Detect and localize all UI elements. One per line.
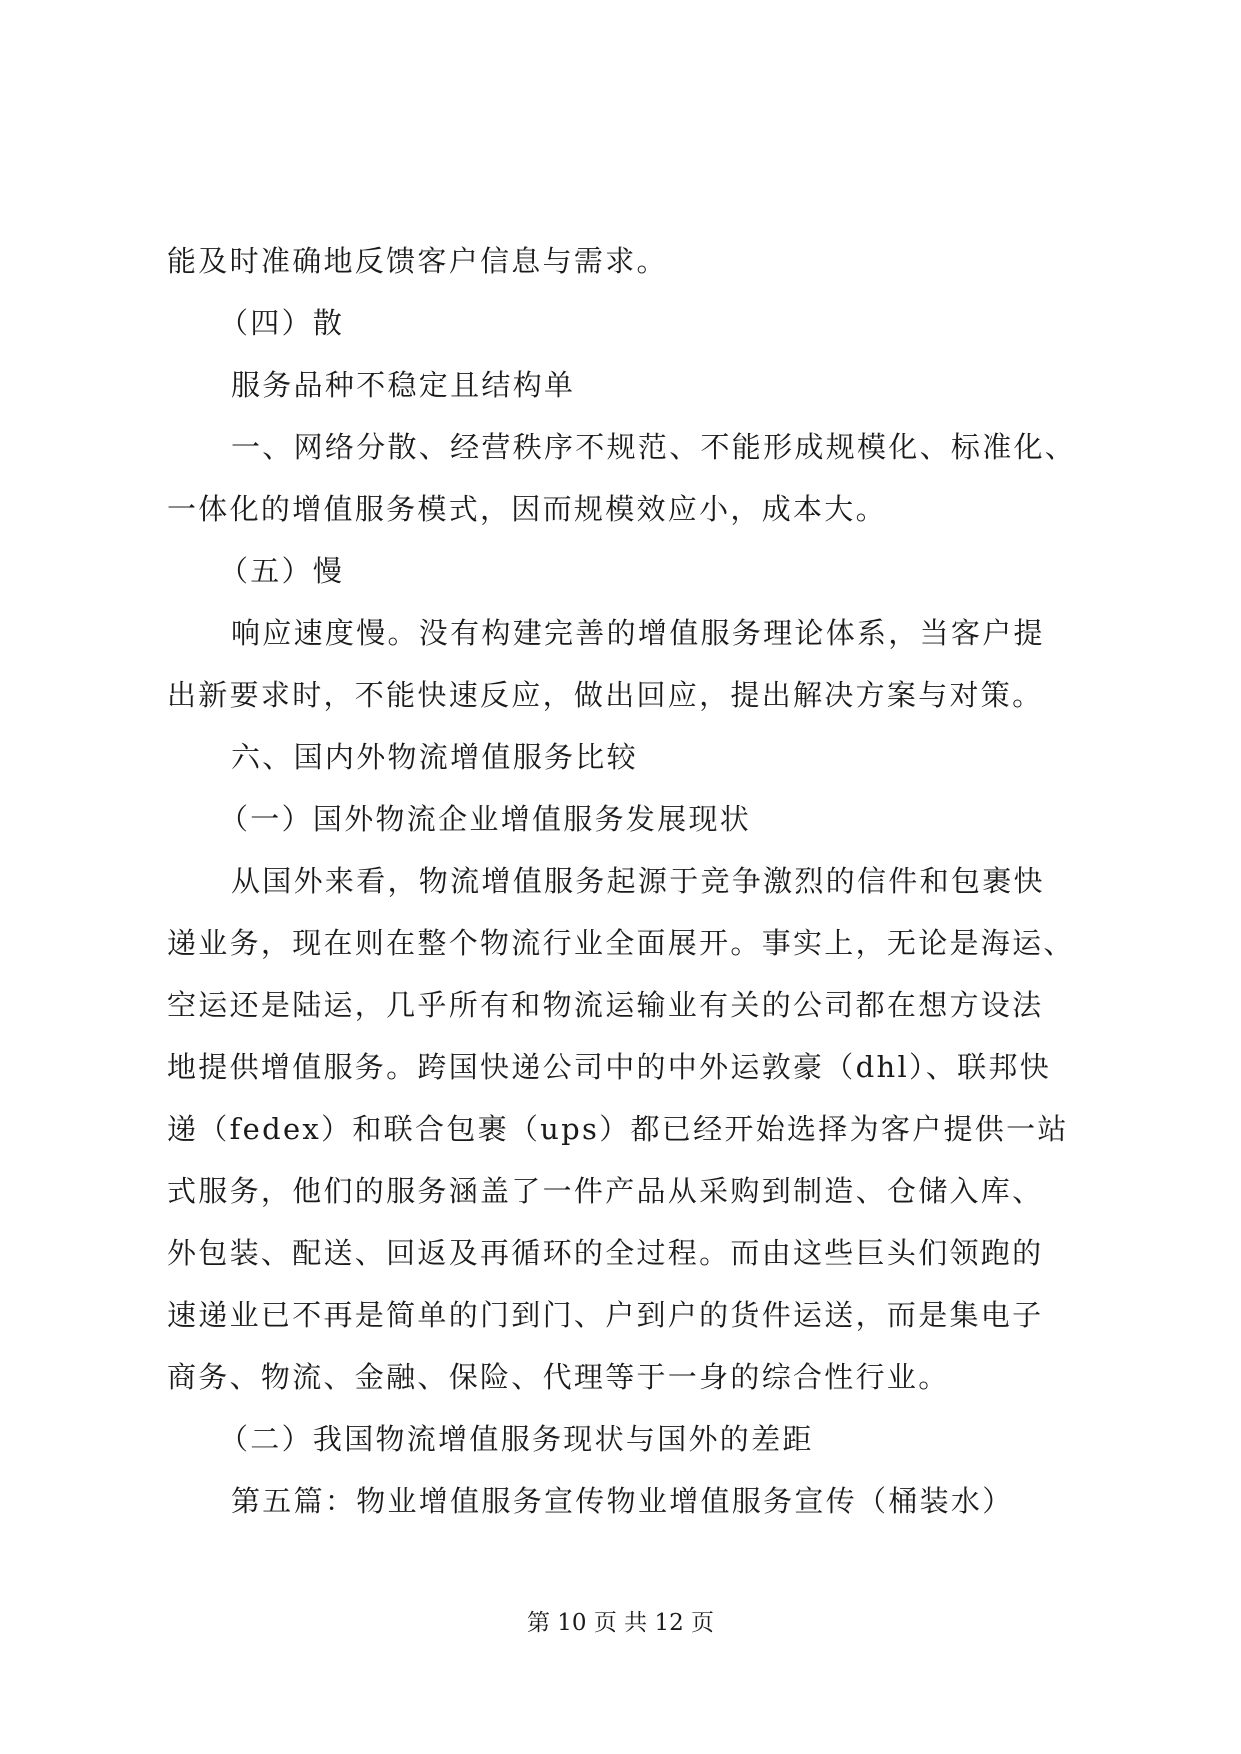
section-heading: （五）慢 [219, 554, 345, 588]
text-line: 一体化的增值服务模式，因而规模效应小，成本大。 [167, 492, 887, 526]
text-line: 外包装、配送、回返及再循环的全过程。而由这些巨头们领跑的 [167, 1236, 1044, 1270]
chapter-title: 第五篇：物业增值服务宣传物业增值服务宣传（桶装水） [231, 1484, 1014, 1518]
page-number-label: 第 10 页 共 12 页 [526, 1610, 715, 1636]
section-heading: （一）国外物流企业增值服务发展现状 [219, 802, 752, 836]
text-line: 空运还是陆运，几乎所有和物流运输业有关的公司都在想方设法 [167, 988, 1044, 1022]
section-heading: （二）我国物流增值服务现状与国外的差距 [219, 1422, 814, 1456]
text-line: 服务品种不稳定且结构单 [231, 368, 576, 402]
text-line: 能及时准确地反馈客户信息与需求。 [167, 244, 668, 278]
section-heading: 六、国内外物流增值服务比较 [231, 740, 638, 774]
text-line: 速递业已不再是简单的门到门、户到户的货件运送，而是集电子 [167, 1298, 1044, 1332]
text-line: 出新要求时，不能快速反应，做出回应，提出解决方案与对策。 [167, 678, 1044, 712]
text-line: 递业务，现在则在整个物流行业全面展开。事实上，无论是海运、 [167, 926, 1075, 960]
text-line: 递（fedex）和联合包裹（ups）都已经开始选择为客户提供一站 [167, 1112, 1069, 1146]
text-line: 从国外来看，物流增值服务起源于竞争激烈的信件和包裹快 [231, 864, 1045, 898]
text-line: 地提供增值服务。跨国快递公司中的中外运敦豪（dhl）、联邦快 [167, 1050, 1052, 1084]
text-line: 响应速度慢。没有构建完善的增值服务理论体系，当客户提 [231, 616, 1045, 650]
text-line: 商务、物流、金融、保险、代理等于一身的综合性行业。 [167, 1360, 950, 1394]
document-body [167, 230, 1087, 1532]
section-heading: （四）散 [219, 306, 345, 340]
page-footer [0, 1604, 1241, 1637]
text-line: 式服务，他们的服务涵盖了一件产品从采购到制造、仓储入库、 [167, 1174, 1044, 1208]
text-line: 一、网络分散、经营秩序不规范、不能形成规模化、标准化、 [231, 430, 1077, 464]
